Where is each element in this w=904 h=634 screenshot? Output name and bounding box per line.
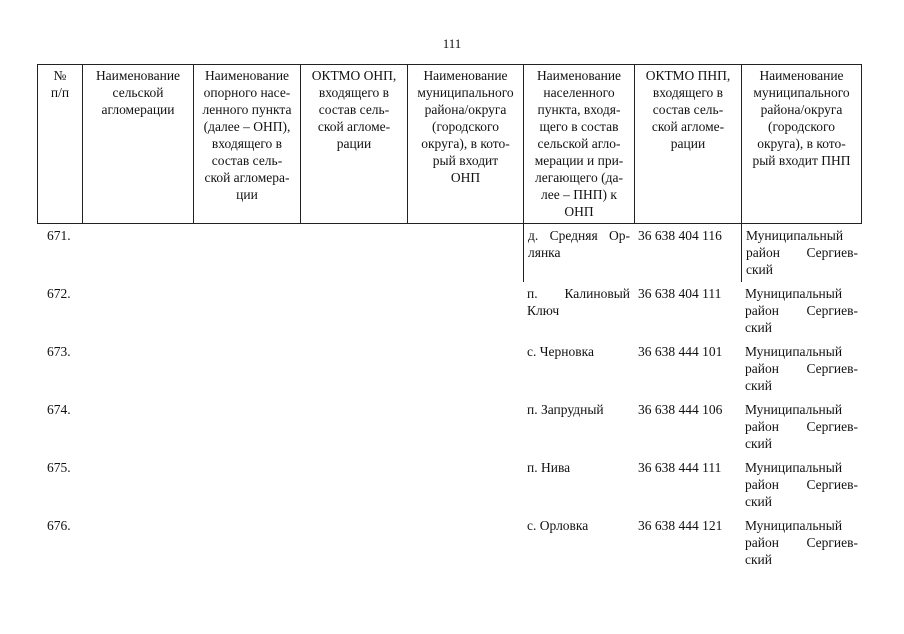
pnp-name: с. Орловка (527, 518, 589, 533)
page-number: 111 (442, 36, 462, 51)
pnp-oktmo: 36 638 404 116 (638, 228, 722, 243)
pnp-district: Муниципальный район Сергиев- ский (745, 344, 858, 393)
pnp-oktmo: 36 638 444 111 (638, 460, 722, 475)
header-pnp-oktmo: ОКТМО ПНП, входящего в состав сель- ской агломе- рации (634, 64, 741, 224)
row-number: 671. (47, 228, 71, 243)
pnp-oktmo: 36 638 444 101 (638, 344, 723, 359)
header-onp-name: Наименование опорного насе- ленного пункта (далее – ОНП), входящего в состав сель- ской агломера- ции (193, 64, 300, 224)
pnp-name: п. Калиновый Ключ (527, 286, 630, 318)
header-row-number: № п/п (37, 64, 82, 224)
pnp-oktmo: 36 638 404 111 (638, 286, 722, 301)
pnp-name: п. Нива (527, 460, 571, 475)
row-number: 672. (47, 286, 71, 301)
agglomeration-table (37, 64, 862, 572)
pnp-oktmo: 36 638 444 121 (638, 518, 723, 533)
pnp-district: Муниципальный район Сергиев- ский (745, 286, 858, 335)
pnp-district: Муниципальный район Сергиев- ский (741, 224, 862, 282)
row-number: 674. (47, 402, 71, 417)
row-number: 673. (47, 344, 71, 359)
pnp-oktmo: 36 638 444 106 (638, 402, 723, 417)
pnp-district: Муниципальный район Сергиев- ский (745, 460, 858, 509)
pnp-name: с. Черновка (527, 344, 594, 359)
pnp-name: п. Запрудный (527, 402, 604, 417)
pnp-name: д. Средняя Ор- лянка (523, 224, 634, 282)
pnp-district: Муниципальный район Сергиев- ский (745, 518, 858, 567)
header-agglomeration-name: Наименование сельской агломерации (82, 64, 193, 224)
row-number: 676. (47, 518, 71, 533)
row-number: 675. (47, 460, 71, 475)
header-onp-district: Наименование муниципального района/округа (городского округа), в кото- рый входит ОНП (407, 64, 523, 224)
header-pnp-name: Наименование населенного пункта, входя- щего в состав сельской агло- мерации и при- легающего (да- лее – ПНП) к ОНП (523, 64, 634, 224)
header-pnp-district: Наименование муниципального района/округа (городского округа), в кото- рый входит ПНП (741, 64, 862, 224)
pnp-district: Муниципальный район Сергиев- ский (745, 402, 858, 451)
header-onp-oktmo: ОКТМО ОНП, входящего в состав сель- ской агломе- рации (300, 64, 407, 224)
